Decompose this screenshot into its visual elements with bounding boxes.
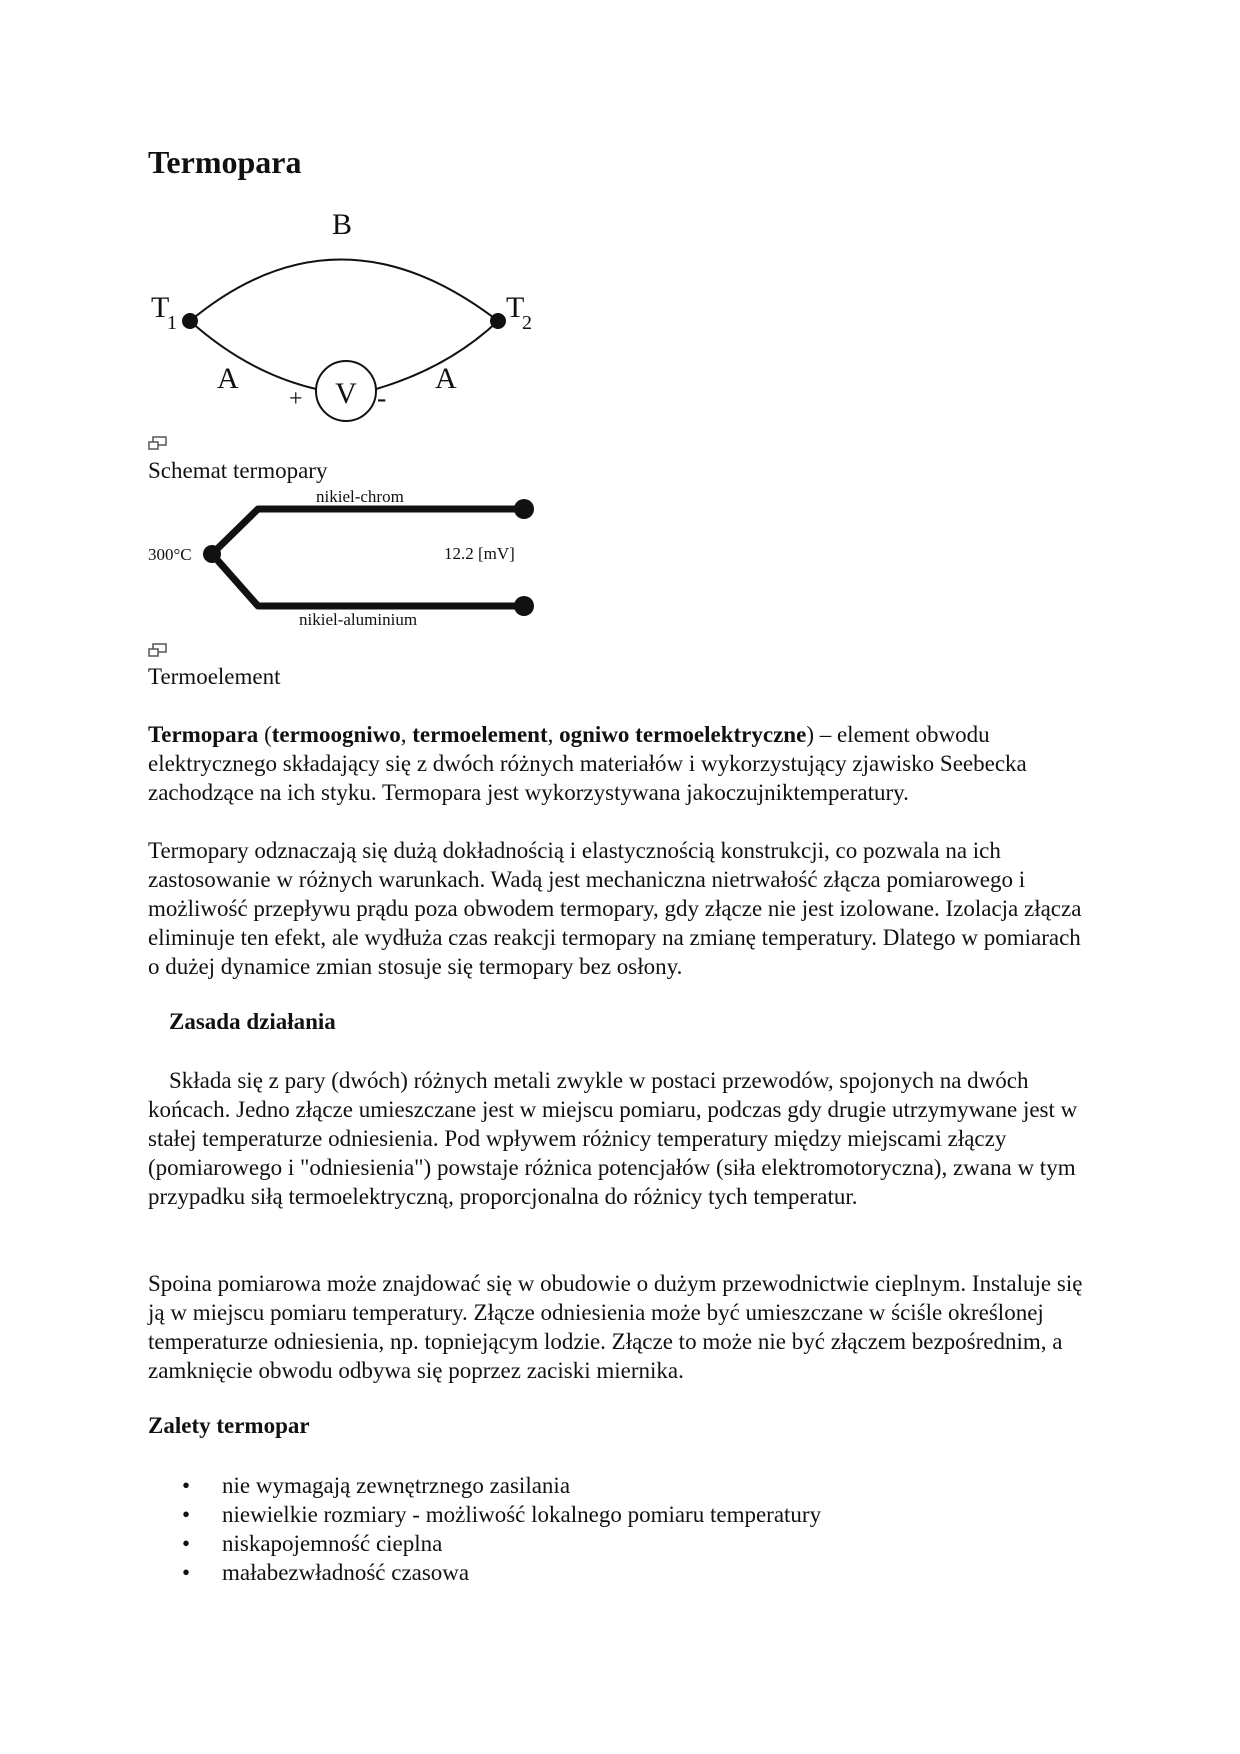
page-title: Termopara — [148, 144, 302, 180]
wire-top-label: nikiel-chrom — [316, 487, 404, 506]
temperature-label: 300°C — [148, 545, 192, 564]
section-heading-advantages: Zalety termopar — [148, 1413, 310, 1438]
intro-paren: ( — [258, 722, 272, 747]
intro-term: Termopara — [148, 722, 259, 747]
thermoelement-diagram — [148, 484, 548, 632]
image-placeholder-icon — [148, 436, 168, 452]
synonym-ogniwo: ogniwo termoelektryczne — [559, 722, 807, 747]
terminal-bottom — [514, 596, 534, 616]
intro-separator: , — [400, 722, 413, 747]
synonym-termoelement: termoelement — [412, 722, 548, 747]
section-heading-principle: Zasada działania — [169, 1009, 336, 1034]
intro-paragraph — [148, 720, 1098, 807]
intro-text: ) – element obwodu elektrycznego składający się z dwóch różnych materiałów i wykorzystujący zjawisko Seebecka zachodzące na ich styku. Termopara jest wykorzystywana jakoczujniktemperatury. — [148, 722, 1027, 805]
figure2-caption: Termoelement — [148, 664, 281, 689]
wire-a-left — [190, 321, 316, 389]
label-minus: - — [377, 383, 387, 414]
paragraph-junction: Spoina pomiarowa może znajdować się w obudowie o dużym przewodnictwie cieplnym. Instaluje się ją w miejscu pomiaru temperatury. Złącze odniesienia może być umieszczane w ściśle określonej temperaturze odniesienia, np. topniejącym lodzie. Złącze to może nie być złączem bezpośrednim, a zamknięcie obwodu odbywa się poprzez zaciski miernika. — [148, 1271, 1083, 1383]
wire-b — [190, 260, 498, 322]
thermoelement-figure — [148, 484, 548, 632]
list-item: • niewielkie rozmiary - możliwość lokalnego pomiaru temperatury — [148, 1500, 821, 1529]
advantages-list — [148, 1471, 821, 1587]
label-a-left: A — [217, 362, 239, 395]
paragraph-principle-text: Składa się z pary (dwóch) różnych metali zwykle w postaci przewodów, spojonych na dwóch końcach. Jedno złącze umieszczane jest w miejscu pomiaru, podczas gdy drugie utrzymywane jest w stałej temperaturze odniesienia. Pod wpływem różnicy temperatury między miejscami złączy (pomiarowego i "odniesienia") powstaje różnica potencjałów (siła elektromotoryczna), zwana w tym przypadku siłą termoelektryczną, proporcjonalna do różnicy tych temperatur. — [148, 1068, 1078, 1209]
terminal-top — [514, 499, 534, 519]
thermocouple-schematic-figure — [148, 208, 548, 428]
label-t2: T — [506, 291, 525, 324]
voltage-label: 12.2 [mV] — [444, 544, 515, 563]
label-t1-subscript: 1 — [167, 312, 177, 334]
list-item: • nie wymagają zewnętrznego zasilania — [148, 1471, 821, 1500]
label-a-right: A — [435, 362, 457, 395]
synonym-termoogniwo: termoogniwo — [271, 722, 401, 747]
label-t2-subscript: 2 — [522, 312, 532, 334]
voltmeter-label: V — [335, 377, 357, 410]
figure1-caption: Schemat termopary — [148, 458, 328, 483]
label-b: B — [332, 208, 353, 241]
label-plus: + — [289, 386, 303, 412]
paragraph-properties: Termopary odznaczają się dużą dokładnością i elastycznością konstrukcji, co pozwala na ich zastosowanie w różnych warunkach. Wadą jest mechaniczna nietrwałość złącza pomiarowego i możliwość przepływu prądu poza obwodem termopary, gdy złącze nie jest izolowane. Izolacja złącza eliminuje ten efekt, ale wydłuża czas reakcji termopary na zmianę temperatury. Dlatego w pomiarach o dużej dynamice zmian stosuje się termopary bez osłony. — [148, 838, 1082, 979]
intro-separator: , — [547, 722, 560, 747]
paragraph-principle — [148, 1066, 1098, 1211]
hot-junction — [203, 545, 221, 563]
list-item: • małabezwładność czasowa — [148, 1558, 821, 1587]
junction-t1 — [182, 313, 198, 329]
list-item: • niskapojemność cieplna — [148, 1529, 821, 1558]
wire-bottom-label: nikiel-aluminium — [299, 610, 418, 629]
thermocouple-schematic-diagram — [148, 208, 548, 428]
image-placeholder-icon — [148, 643, 168, 659]
junction-t2 — [490, 313, 506, 329]
label-t1: T — [151, 291, 170, 324]
